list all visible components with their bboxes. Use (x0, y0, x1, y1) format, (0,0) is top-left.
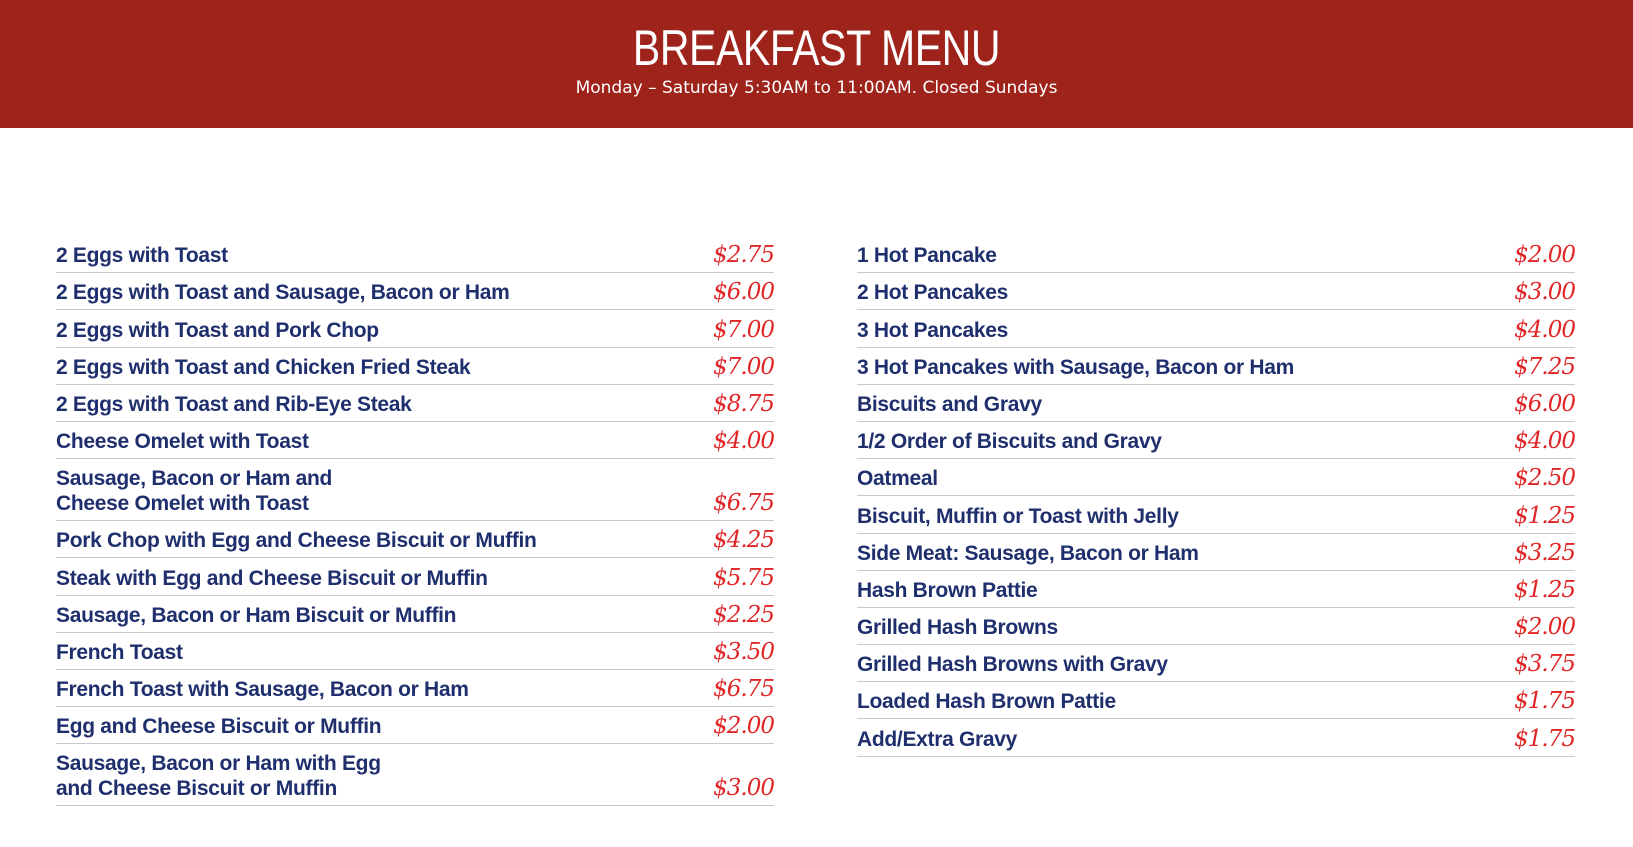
menu-item-name-line: 2 Eggs with Toast and Sausage, Bacon or Ham (56, 281, 510, 305)
menu-item-name (857, 727, 1017, 752)
menu-item-name-line: French Toast (56, 640, 183, 664)
menu-item-price: $2.00 (1514, 614, 1575, 641)
menu-item-price: $1.75 (1514, 688, 1575, 715)
menu-item-name (857, 243, 997, 268)
menu-item-name-line: Cheese Omelet with Toast (56, 430, 309, 454)
menu-item-name-line: Loaded Hash Brown Pattie (857, 690, 1116, 714)
menu-item-name (56, 528, 537, 553)
menu-item-price: $3.00 (1514, 279, 1575, 306)
menu-item-row (857, 459, 1575, 496)
menu-item-name (56, 714, 381, 739)
menu-item-price: $2.50 (1514, 465, 1575, 492)
menu-item-name (56, 466, 332, 516)
menu-item-row (56, 422, 774, 459)
menu-item-name-line: Side Meat: Sausage, Bacon or Ham (857, 541, 1199, 565)
menu-item-name-line: 2 Hot Pancakes (857, 281, 1009, 305)
menu-item-name-line: Sausage, Bacon or Ham and (56, 467, 333, 491)
menu-item-price: $2.75 (713, 242, 774, 269)
menu-item-price: $7.00 (713, 316, 774, 343)
menu-item-price: $1.25 (1514, 576, 1575, 603)
menu-item-price: $4.25 (713, 527, 774, 554)
menu-item-name (857, 504, 1179, 529)
menu-item-price: $6.75 (713, 676, 774, 703)
menu-item-name (56, 429, 309, 454)
menu-item-name-line: French Toast with Sausage, Bacon or Ham (56, 678, 469, 702)
menu-item-name-line: and Cheese Biscuit or Muffin (56, 777, 337, 801)
menu-item-price: $4.00 (1514, 428, 1575, 455)
menu-item-name (56, 243, 228, 268)
menu-item-name-line: Sausage, Bacon or Ham Biscuit or Muffin (56, 603, 457, 627)
menu-item-name-line: 2 Eggs with Toast and Chicken Fried Steak (56, 355, 471, 379)
menu-header (0, 0, 1633, 128)
menu-item-row (56, 348, 774, 385)
menu-item-name (56, 640, 183, 665)
menu-item-price: $7.00 (713, 353, 774, 380)
menu-item-name-line: Biscuits and Gravy (857, 392, 1042, 416)
menu-item-name (56, 280, 509, 305)
menu-item-row (857, 385, 1575, 422)
menu-item-name-line: Biscuit, Muffin or Toast with Jelly (857, 504, 1179, 528)
menu-item-price: $8.75 (713, 390, 774, 417)
menu-item-name-line: Steak with Egg and Cheese Biscuit or Muffin (56, 566, 488, 590)
menu-item-price: $7.25 (1514, 353, 1575, 380)
menu-item-name (857, 652, 1168, 677)
menu-item-price: $3.25 (1514, 539, 1575, 566)
menu-item-name (56, 751, 381, 801)
menu-item-row (857, 273, 1575, 310)
menu-item-price: $1.75 (1514, 725, 1575, 752)
menu-column-left (56, 236, 774, 806)
menu-item-row (857, 534, 1575, 571)
menu-item-row (56, 707, 774, 744)
menu-item-price: $3.00 (713, 775, 774, 802)
menu-item-name-line: 1/2 Order of Biscuits and Gravy (857, 430, 1162, 454)
menu-item-name-line: 2 Eggs with Toast and Pork Chop (56, 318, 379, 342)
menu-item-row (857, 348, 1575, 385)
menu-item-row (857, 645, 1575, 682)
menu-item-price: $5.75 (713, 564, 774, 591)
menu-item-name (857, 466, 938, 491)
menu-item-row (857, 571, 1575, 608)
menu-item-name-line: 3 Hot Pancakes with Sausage, Bacon or Ham (857, 355, 1295, 379)
menu-item-name (56, 677, 469, 702)
menu-item-price: $2.25 (713, 601, 774, 628)
menu-item-name-line: Cheese Omelet with Toast (56, 492, 309, 516)
menu-item-price: $6.00 (1514, 390, 1575, 417)
menu-item-name-line: Sausage, Bacon or Ham with Egg (56, 752, 381, 776)
menu-item-name-line: Grilled Hash Browns with Gravy (857, 653, 1168, 677)
menu-item-row (857, 496, 1575, 533)
menu-item-name (857, 689, 1116, 714)
menu-item-name (857, 541, 1199, 566)
menu-item-row (56, 273, 774, 310)
menu-item-name (857, 615, 1058, 640)
menu-item-name-line: Pork Chop with Egg and Cheese Biscuit or Muffin (56, 529, 537, 553)
menu-item-price: $1.25 (1514, 502, 1575, 529)
menu-item-row (56, 459, 774, 521)
menu-title: BREAKFAST MENU (632, 20, 1001, 76)
menu-item-name-line: Grilled Hash Browns (857, 616, 1058, 640)
menu-item-row (56, 385, 774, 422)
menu-item-row (56, 521, 774, 558)
menu-item-name (56, 355, 470, 380)
menu-item-name (857, 578, 1037, 603)
menu-hours: Monday – Saturday 5:30AM to 11:00AM. Closed Sundays (575, 78, 1058, 98)
menu-item-price: $4.00 (1514, 316, 1575, 343)
menu-item-row (56, 633, 774, 670)
menu-item-name-line: Egg and Cheese Biscuit or Muffin (56, 715, 382, 739)
menu-item-name (56, 603, 456, 628)
menu-item-name (56, 566, 488, 591)
menu-item-name-line: 2 Eggs with Toast (56, 244, 228, 268)
menu-item-name (857, 429, 1162, 454)
menu-item-row (56, 558, 774, 595)
menu-item-price: $6.75 (713, 490, 774, 517)
menu-item-name (857, 355, 1294, 380)
menu-item-name (857, 392, 1042, 417)
menu-item-row (857, 608, 1575, 645)
menu-item-row (56, 310, 774, 347)
menu-item-price: $3.50 (713, 638, 774, 665)
menu-item-row (56, 670, 774, 707)
menu-item-name (857, 318, 1008, 343)
menu-item-row (857, 236, 1575, 273)
menu-item-price: $6.00 (713, 279, 774, 306)
menu-item-name (857, 280, 1008, 305)
menu-item-row (56, 744, 774, 806)
menu-item-name-line: Oatmeal (857, 467, 938, 491)
menu-item-price: $2.00 (713, 713, 774, 740)
menu-item-row (857, 310, 1575, 347)
menu-item-row (857, 422, 1575, 459)
menu-item-name (56, 392, 412, 417)
menu-item-price: $2.00 (1514, 242, 1575, 269)
menu-item-name (56, 318, 379, 343)
menu-item-name-line: 1 Hot Pancake (857, 244, 997, 268)
menu-item-price: $4.00 (713, 428, 774, 455)
menu-item-name-line: 2 Eggs with Toast and Rib-Eye Steak (56, 392, 412, 416)
menu-item-price: $3.75 (1514, 651, 1575, 678)
menu-item-name-line: 3 Hot Pancakes (857, 318, 1009, 342)
menu-item-row (857, 719, 1575, 756)
menu-item-name-line: Hash Brown Pattie (857, 578, 1038, 602)
menu-item-row (857, 682, 1575, 719)
menu-item-row (56, 236, 774, 273)
menu-item-row (56, 596, 774, 633)
menu-item-name-line: Add/Extra Gravy (857, 727, 1018, 751)
menu-column-right (857, 236, 1575, 757)
